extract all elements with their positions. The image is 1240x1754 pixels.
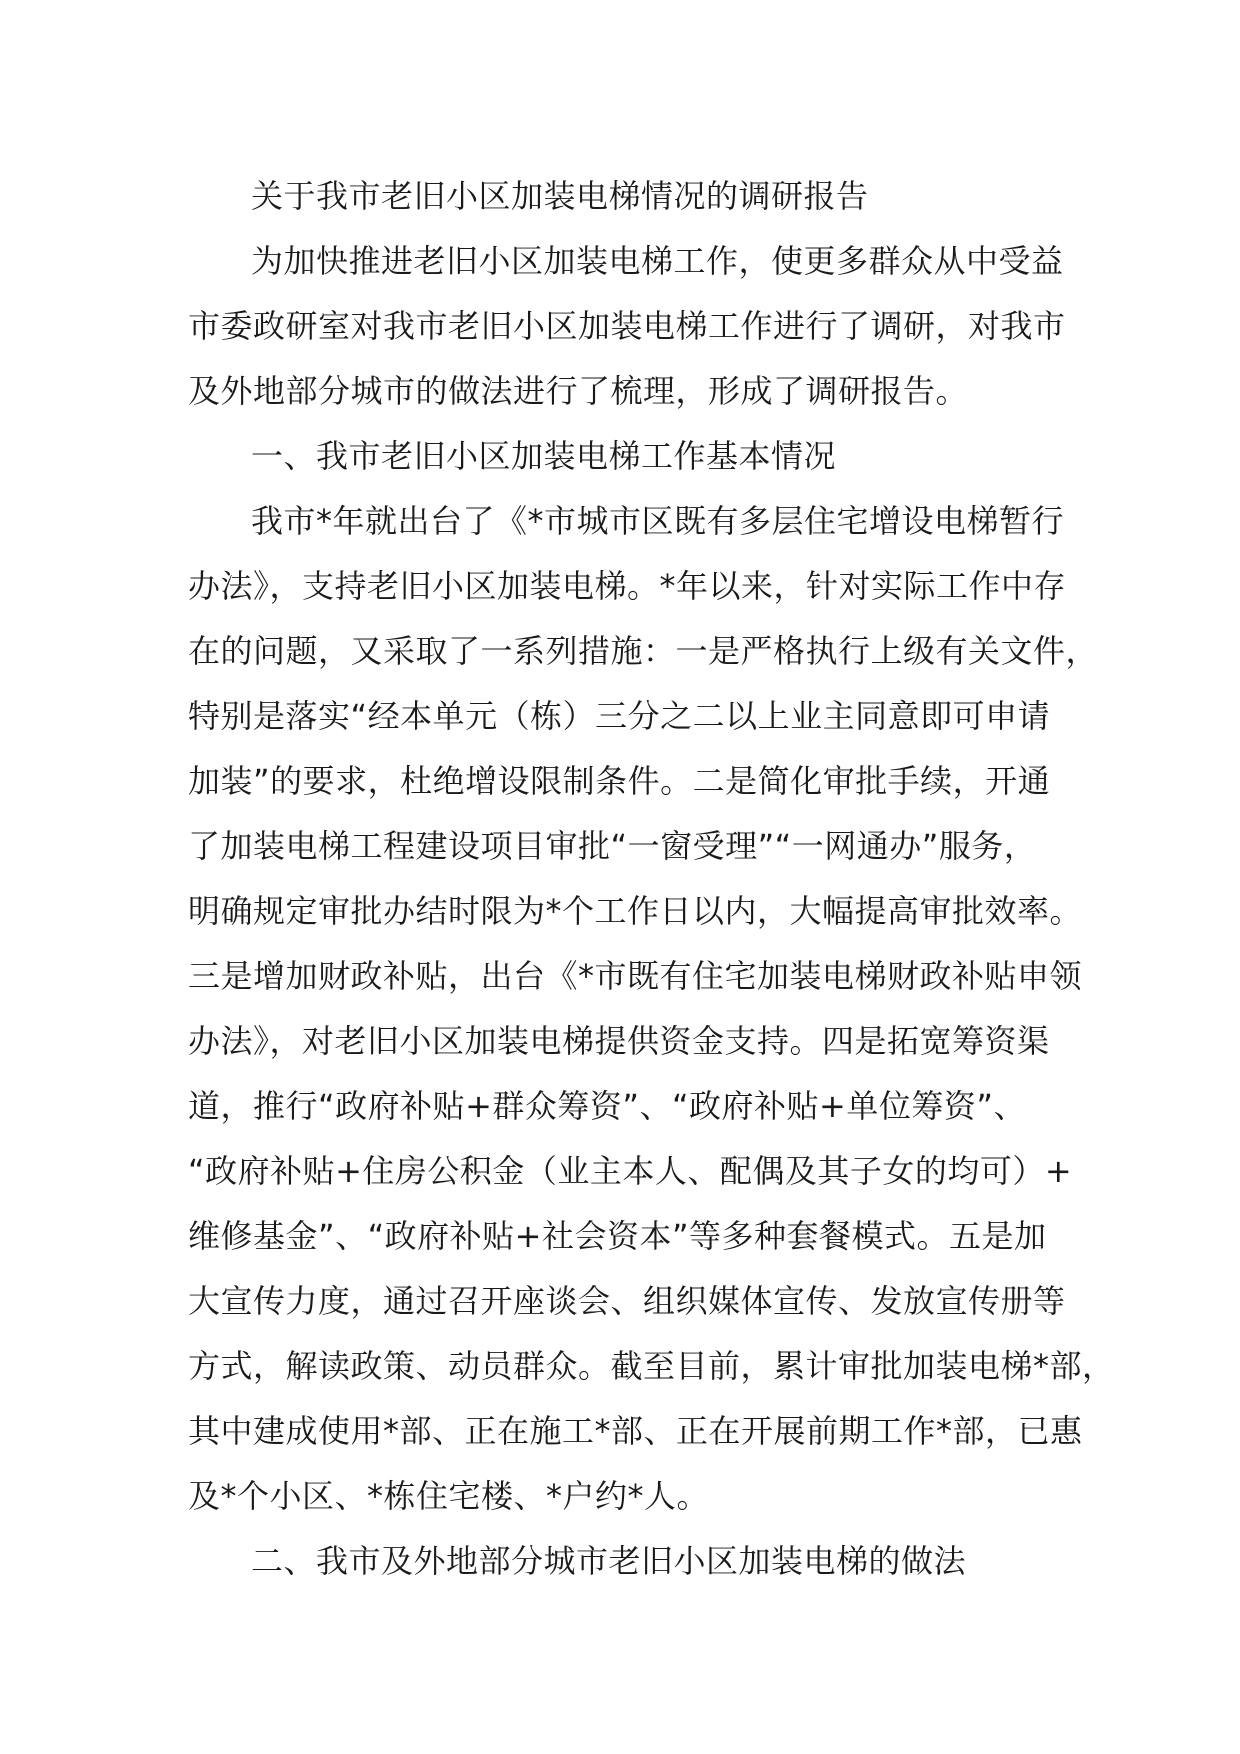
body-line-15: 其中建成使用*部、正在施工*部、正在开展前期工作*部，已惠 — [188, 1412, 1083, 1450]
body-line-8: 三是增加财政补贴，出台《*市既有住宅加装电梯财政补贴申领 — [188, 957, 1083, 995]
body-line-5: 加装”的要求，杜绝增设限制条件。二是简化审批手续，开通 — [188, 762, 1051, 800]
body-line-12: 维修基金”、“政府补贴+社会资本”等多种套餐模式。五是加 — [188, 1217, 1047, 1255]
body-line-2: 办法》，支持老旧小区加装电梯。*年以来，针对实际工作中存 — [188, 567, 1067, 605]
document-body — [188, 164, 1115, 1594]
intro-line-1: 为加快推进老旧小区加装电梯工作，使更多群众从中受益 — [251, 242, 1064, 280]
report-title: 关于我市老旧小区加装电梯情况的调研报告 — [251, 177, 869, 215]
body-line-1: 我市*年就出台了《*市城市区既有多层住宅增设电梯暂行 — [251, 502, 1065, 540]
body-line-13: 大宣传力度，通过召开座谈会、组织媒体宣传、发放宣传册等 — [188, 1282, 1066, 1320]
body-line-11: “政府补贴+住房公积金（业主本人、配偶及其子女的均可）+ — [188, 1152, 1073, 1190]
intro-line-3: 及外地部分城市的做法进行了梳理，形成了调研报告。 — [188, 372, 969, 410]
section-heading-2: 二、我市及外地部分城市老旧小区加装电梯的做法 — [251, 1542, 967, 1580]
body-line-4: 特别是落实“经本单元（栋）三分之二以上业主同意即可申请 — [188, 697, 1051, 735]
body-line-9: 办法》，对老旧小区加装电梯提供资金支持。四是拓宽筹资渠 — [188, 1022, 1050, 1060]
intro-line-2: 市委政研室对我市老旧小区加装电梯工作进行了调研，对我市 — [188, 307, 1066, 345]
body-line-6: 了加装电梯工程建设项目审批“一窗受理”“一网通办”服务， — [188, 827, 1037, 865]
body-line-10: 道，推行“政府补贴+群众筹资”、“政府补贴+单位筹资”、 — [188, 1087, 1026, 1125]
body-line-16: 及*个小区、*栋住宅楼、*户约*人。 — [188, 1477, 710, 1515]
body-line-7: 明确规定审批办结时限为*个工作日以内，大幅提高审批效率。 — [188, 892, 1083, 930]
body-line-14: 方式，解读政策、动员群众。截至目前，累计审批加装电梯*部， — [188, 1347, 1115, 1385]
section-heading-1: 一、我市老旧小区加装电梯工作基本情况 — [251, 437, 837, 475]
body-line-3: 在的问题，又采取了一系列措施：一是严格执行上级有关文件， — [188, 632, 1099, 670]
